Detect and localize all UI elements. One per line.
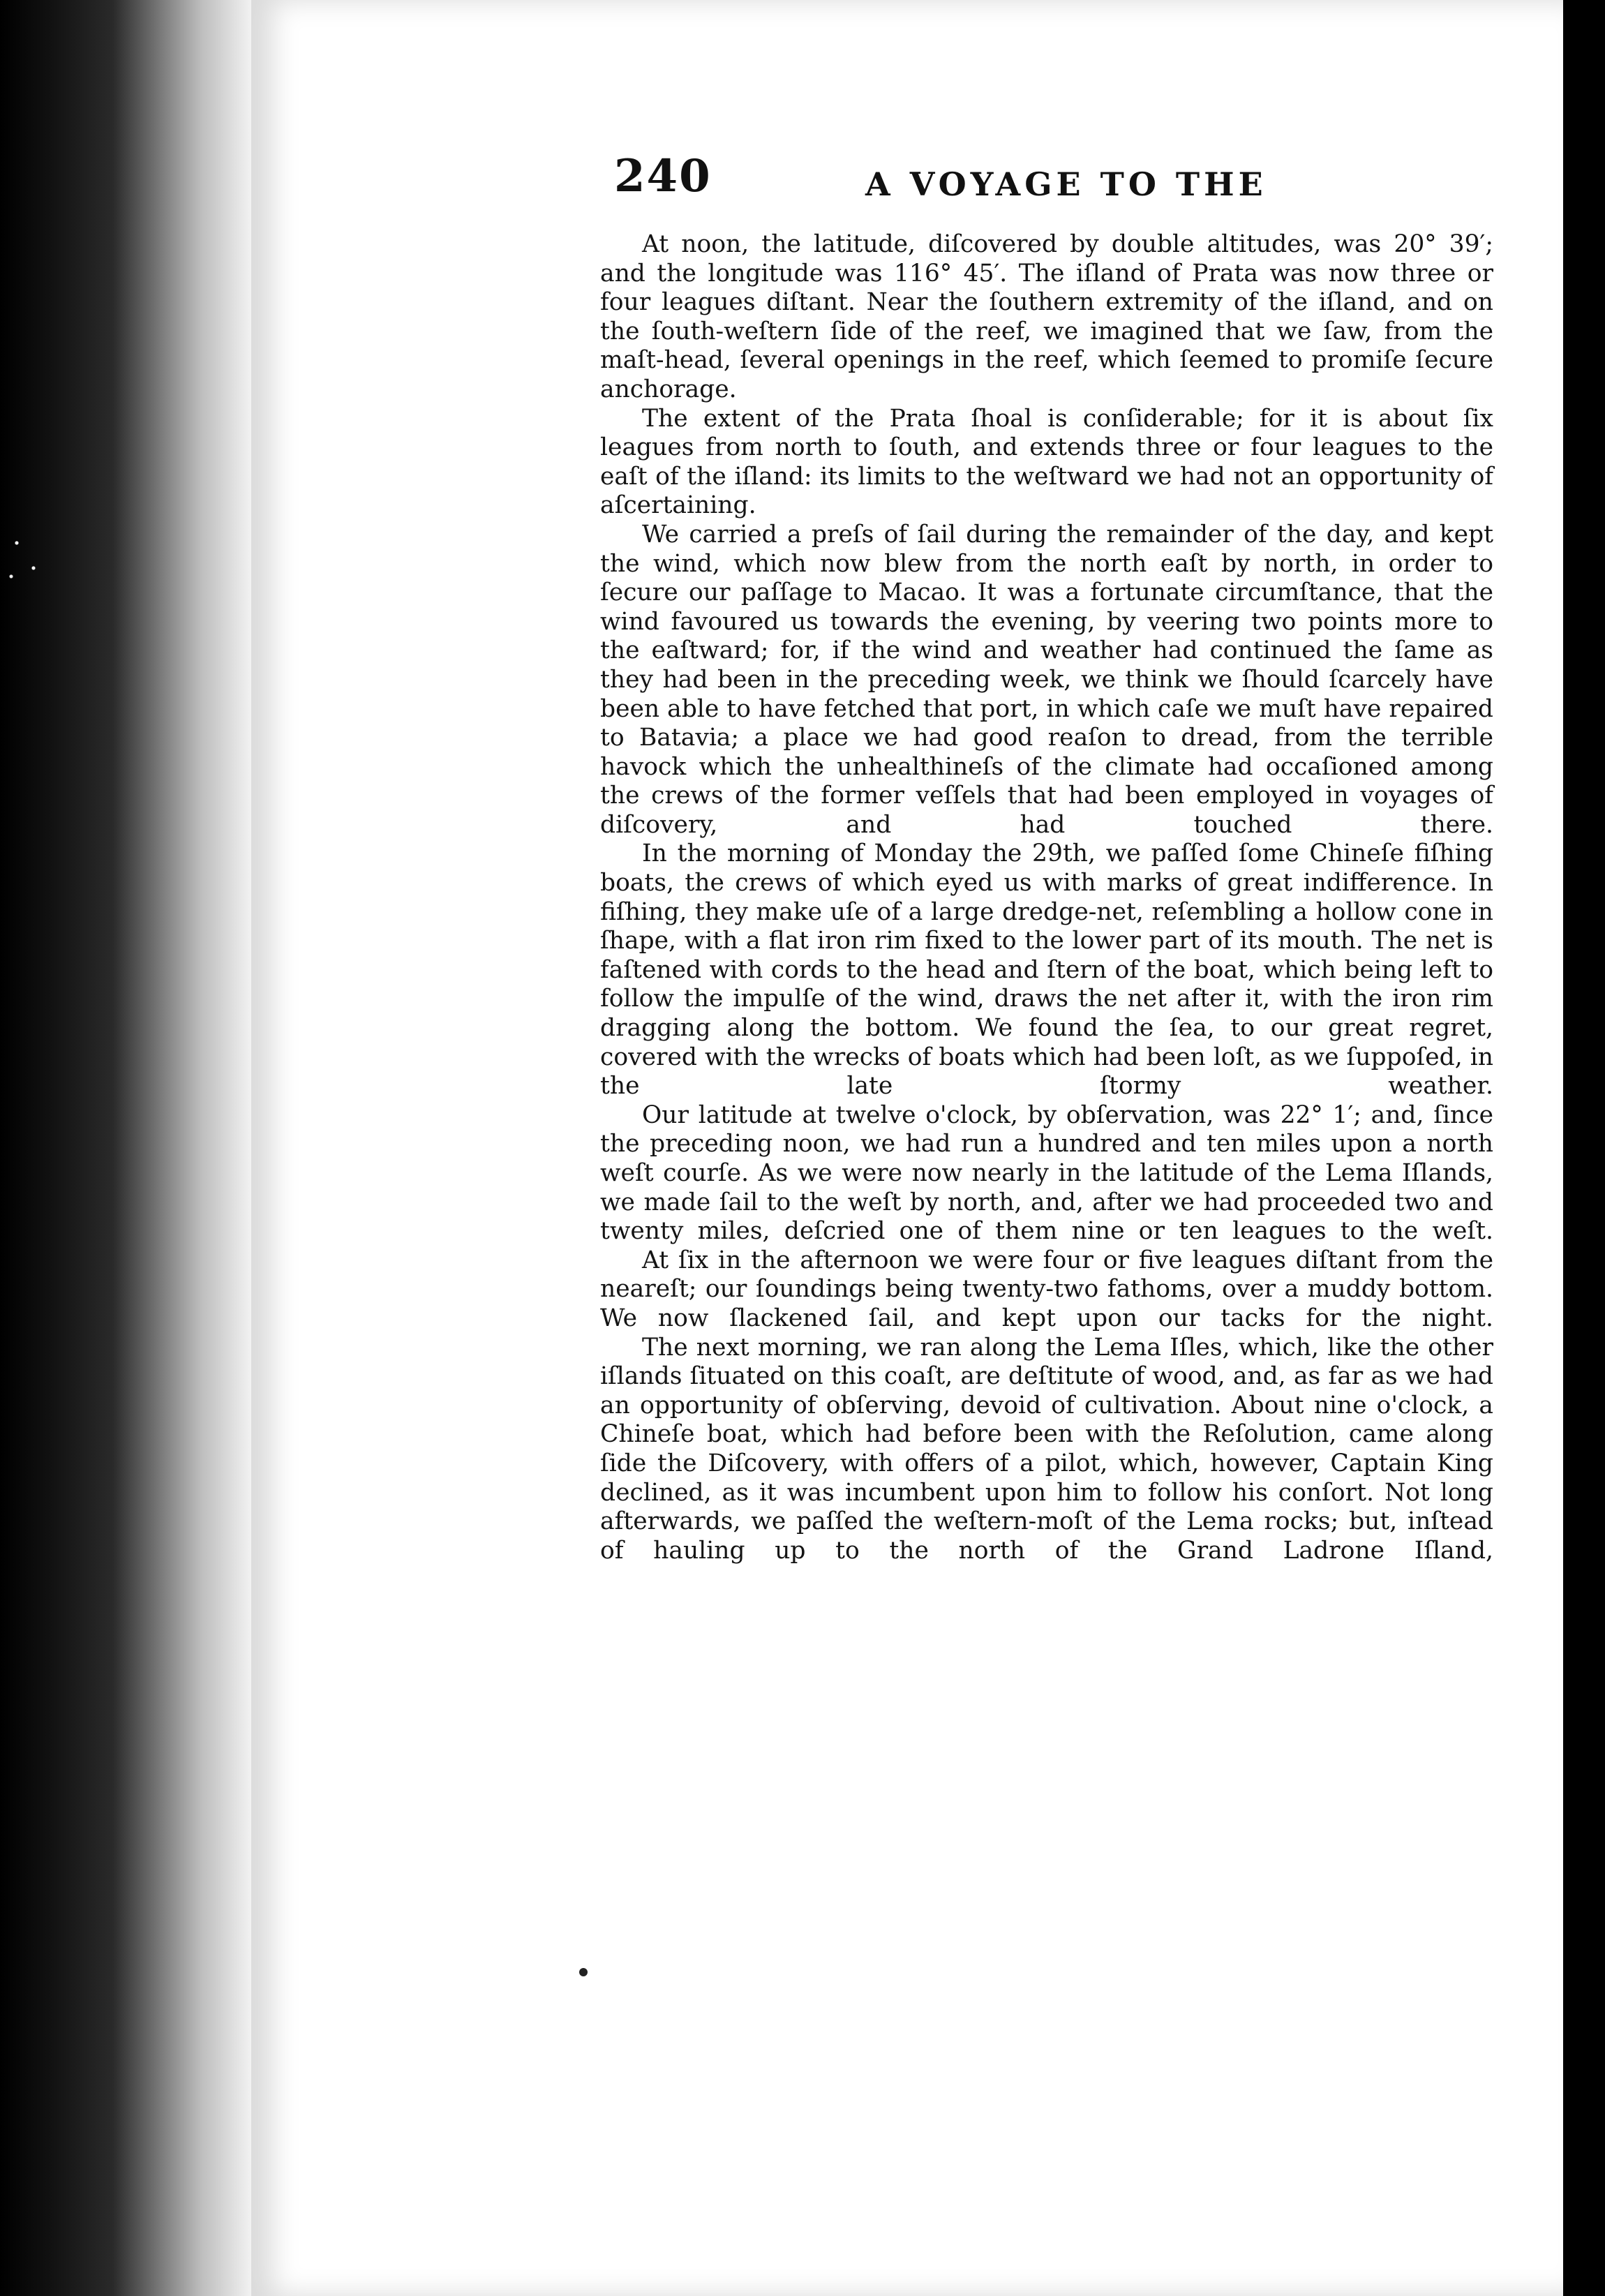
paragraph: The next morning, we ran along the Lema Iſles, which, like the other iſlands ſituated on this coaſt, are deſtitute of wood, and, as far as we had an opportunity of obſerving, devoid of cultivation. About nine o'clock, a Chineſe boat, which had before been with the Reſolution, came along ſide the Diſcovery, with offers of a pilot, which, however, Captain King declined, as it was incumbent upon him to follow his conſort. Not long afterwards, we paſſed the weſtern-moſt of the Lema rocks; but, inſtead of hauling up to the north of the Grand Ladrone Iſland,	[600, 1333, 1493, 1565]
page-number: 240	[614, 150, 712, 202]
body-text	[600, 230, 1493, 1565]
page-header	[614, 150, 1472, 220]
paragraph: At ſix in the afternoon we were four or five leagues diſtant from the neareſt; our ſoundings being twenty-two fathoms, over a muddy bottom. We now ſlackened ſail, and kept upon our tacks for the night.	[600, 1246, 1493, 1332]
scan-edge	[1563, 0, 1605, 2296]
paragraph: At noon, the latitude, diſcovered by double altitudes, was 20° 39′; and the longitude was 116° 45′. The iſland of Prata was now three or four leagues diſtant. Near the ſouthern extremity of the iſland, and on the ſouth-weſtern ſide of the reef, we imagined that we ſaw, from the maſt-head, ſeveral openings in the reef, which ſeemed to promiſe ſecure anchorage.	[600, 230, 1493, 403]
paragraph: We carried a preſs of ſail during the remainder of the day, and kept the wind, which now blew from the north eaſt by north, in order to ſecure our paſſage to Macao. It was a fortunate circumſtance, that the wind favoured us towards the evening, by veering two points more to the eaſtward; for, if the wind and weather had continued the ſame as they had been in the preceding week, we think we ſhould ſcarcely have been able to have fetched that port, in which caſe we muſt have repaired to Batavia; a place we had good reaſon to dread, from the terrible havock which the unhealthineſs of the climate had occaſioned among the crews of the former veſſels that had been employed in voyages of diſcovery, and had touched there.	[600, 520, 1493, 839]
book-spine	[0, 0, 251, 2296]
running-head: A VOYAGE TO THE	[865, 165, 1267, 203]
paragraph: In the morning of Monday the 29th, we paſſed ſome Chineſe fiſhing boats, the crews of which eyed us with marks of great indifference. In fiſhing, they make uſe of a large dredge-net, reſembling a hollow cone in ſhape, with a flat iron rim fixed to the lower part of its mouth. The net is faſtened with cords to the head and ſtern of the boat, which being left to follow the impulſe of the wind, draws the net after it, with the iron rim dragging along the bottom. We found the ſea, to our great regret, covered with the wrecks of boats which had been loſt, as we ſuppoſed, in the late ſtormy weather.	[600, 840, 1493, 1101]
paragraph: The extent of the Prata ſhoal is conſiderable; for it is about ſix leagues from north to ſouth, and extends three or four leagues to the eaſt of the iſland: its limits to the weſtward we had not an opportunity of aſcertaining.	[600, 404, 1493, 520]
paragraph: Our latitude at twelve o'clock, by obſervation, was 22° 1′; and, ſince the preceding noon, we had run a hundred and ten miles upon a north weſt courſe. As we were now nearly in the latitude of the Lema Iſlands, we made ſail to the weſt by north, and, after we had proceeded two and twenty miles, deſcried one of them nine or ten leagues to the weſt.	[600, 1101, 1493, 1246]
ink-speck	[579, 1968, 588, 1976]
spine-specks	[0, 509, 56, 593]
